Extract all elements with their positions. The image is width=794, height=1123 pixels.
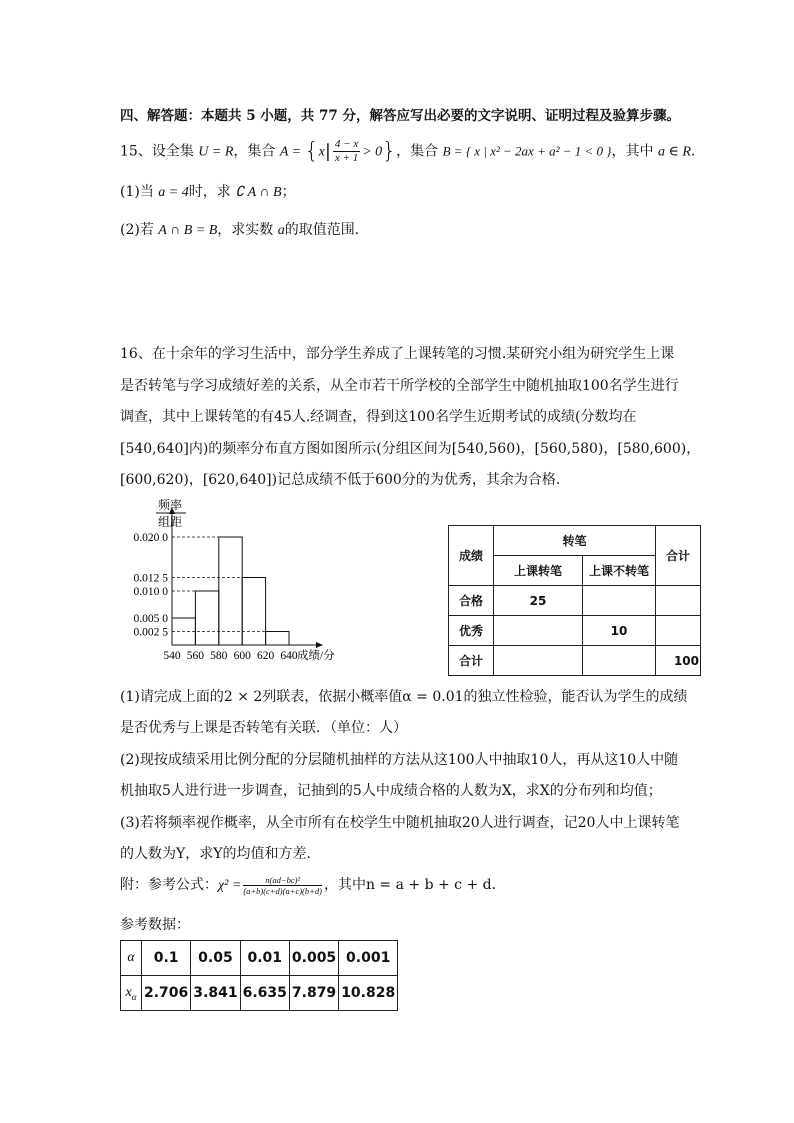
q16-line-4: [540,640]内)的频率分布直方图如图所示(分组区间为[540,560)，[560,580)，[580,600)，	[120, 441, 701, 457]
x-cell: 10.828	[339, 976, 398, 1011]
q15-a-num: 4 − x	[334, 138, 359, 150]
x-tick-label: 620	[256, 650, 275, 662]
x-tick-label: 560	[186, 650, 205, 662]
x-label	[121, 976, 142, 1011]
histogram-bar	[266, 632, 289, 646]
q15-a-intro: ，集合	[233, 143, 276, 160]
x-label-sub: α	[131, 991, 137, 1002]
x-axis-label: 成绩/分	[297, 650, 335, 662]
x-axis-arrow	[316, 642, 323, 648]
q16-line-2: 是否转笔与学习成绩好差的关系，从全市若干所学校的全部学生中随机抽取100名学生进行	[120, 378, 679, 394]
q15-a-ineq: > 0	[362, 144, 383, 160]
cell-no: 10	[583, 616, 656, 646]
formula-den: (a+b)(c+d)(a+c)(b+d)	[243, 885, 322, 896]
contingency-table	[448, 525, 701, 676]
y-tick-label: 0.002 5	[133, 626, 168, 639]
histogram-bar	[195, 591, 218, 645]
q16-sub-3: (2)现按成绩采用比例分配的分层随机抽样的方法从这100人中抽取10人，再从这10人中随	[120, 752, 679, 768]
cell-yes	[494, 646, 583, 676]
q15-p1-math: a = 4	[158, 185, 189, 200]
formula-fraction	[243, 875, 322, 896]
formula-line	[120, 874, 506, 896]
x-label-main: x	[125, 984, 132, 1000]
y-tick-label: 0.020 0	[133, 532, 168, 544]
reference-data-table	[120, 940, 398, 1011]
histogram-bar	[219, 537, 242, 645]
cell-no	[583, 646, 656, 676]
cell-total	[656, 616, 701, 646]
q15-a-fraction	[333, 138, 360, 165]
x-cell: 2.706	[142, 976, 191, 1011]
alpha-cell: 0.005	[289, 941, 338, 976]
q15-p2-math: A ∩ B = B	[158, 223, 218, 238]
y-tick-label: 0.012 5	[133, 572, 168, 585]
q16-sub-1: (1)请完成上面的2 × 2列联表，依据小概率值α = 0.01的独立性检验，能否认为学生的成绩	[120, 689, 688, 705]
q15-tail-end: ．	[690, 143, 705, 160]
header-pen-yes: 上课转笔	[494, 556, 583, 586]
y-label-top: 频率	[157, 498, 183, 512]
x-tick-label: 580	[210, 650, 228, 662]
q15-a-lhs: A =	[279, 144, 305, 160]
alpha-cell: 0.1	[142, 941, 191, 976]
q15-tail-math: a ∈ R	[657, 144, 691, 160]
histogram-chart	[120, 495, 350, 675]
alpha-label: α	[121, 941, 142, 976]
q15-p2-mid: ，求实数	[217, 222, 274, 238]
row-label: 合格	[449, 586, 494, 616]
formula-tail: ，其中n = a + b + c + d．	[323, 877, 506, 893]
q16-sub-5: (3)若将频率视作概率，从全市所有在校学生中随机抽取20人进行调查，记20人中上课转笔	[120, 815, 680, 831]
row-label: 合计	[449, 646, 494, 676]
cell-yes: 25	[494, 586, 583, 616]
row-label: 优秀	[449, 616, 494, 646]
q15-stem: 15、设全集 U = R，集合 A = {x| $\frac{4 - x}{x + 1}$ > 0}，集合 B = { x | x² − 2ax + a² − 1 < 0 }，其中 a ∈ R．	[120, 138, 705, 164]
x-tick-label: 640	[280, 650, 298, 662]
formula-lhs: χ² =	[218, 878, 242, 893]
q15-p1-prefix: (1)当	[120, 184, 154, 200]
q15-p2-prefix: (2)若	[120, 222, 154, 238]
q16-sub-4: 机抽取5人进行进一步调查，记抽到的5人中成绩合格的人数为X，求X的分布列和均值；	[120, 783, 662, 799]
ref-label: 参考数据：	[120, 917, 190, 933]
y-tick-label: 0.005 0	[133, 613, 168, 625]
table-row	[449, 586, 701, 616]
x-cell: 7.879	[289, 976, 338, 1011]
q16-sub-2: 是否优秀与上课是否转笔有关联．（单位：人）	[120, 720, 407, 736]
histogram-bar	[242, 578, 265, 646]
q15-p1-set: ∁ A ∩ B	[235, 185, 282, 200]
q16-line-3: 调查，其中上课转笔的有45人.经调查，得到这100名学生近期考试的成绩(分数均在	[120, 409, 637, 425]
x-tick-label: 540	[163, 650, 181, 662]
table-row	[449, 646, 701, 676]
header-pen-no: 上课不转笔	[583, 556, 656, 586]
q15-u-expr: U = R	[198, 144, 234, 160]
table-row	[449, 616, 701, 646]
q15-part1	[120, 181, 296, 201]
x-tick-label: 600	[233, 650, 251, 662]
alpha-cell: 0.05	[191, 941, 240, 976]
q15-part2	[120, 219, 369, 239]
formula-prefix: 附：参考公式：	[120, 877, 218, 893]
q15-b-expr: B = { x | x² − 2ax + a² − 1 < 0 }	[442, 143, 612, 159]
y-tick-label: 0.010 0	[133, 586, 168, 598]
q15-prefix: 15、设全集	[120, 143, 194, 160]
x-cell: 3.841	[191, 976, 240, 1011]
formula-num: n(ad−bc)²	[243, 875, 322, 886]
alpha-cell: 0.001	[339, 941, 398, 976]
x-cell: 6.635	[240, 976, 289, 1011]
alpha-cell: 0.01	[240, 941, 289, 976]
header-total: 合计	[656, 526, 701, 586]
cell-total: 100	[656, 646, 701, 676]
q16-line-5: [600,620)，[620,640])记总成绩不低于600分的为优秀，其余为合格．	[120, 472, 570, 488]
section-header: 四、解答题：本题共 5 小题，共 77 分，解答应写出必要的文字说明、证明过程及验算步骤。	[120, 108, 680, 124]
cell-no	[583, 586, 656, 616]
cell-total	[656, 586, 701, 616]
q16-sub-6: 的人数为Y，求Y的均值和方差．	[120, 846, 321, 862]
q15-p2-end: 的取值范围．	[284, 222, 369, 238]
q15-b-intro: ，集合	[396, 143, 439, 160]
q16-line-1: 16、在十余年的学习生活中，部分学生养成了上课转笔的习惯.某研究小组为研究学生上课	[120, 346, 675, 362]
q15-tail: ，其中	[611, 143, 654, 160]
cell-yes	[494, 616, 583, 646]
q15-p1-end: ；	[281, 184, 296, 200]
q15-p2-var: a	[277, 223, 285, 238]
table-row	[121, 976, 398, 1011]
q15-a-set-x: x	[318, 144, 325, 160]
y-label-bottom: 组距	[157, 515, 183, 529]
q15-a-den: x + 1	[334, 152, 359, 164]
q15-p1-mid: 时，求	[188, 184, 231, 200]
table-row	[121, 941, 398, 976]
header-pen: 转笔	[494, 526, 656, 556]
header-score: 成绩	[449, 526, 494, 586]
